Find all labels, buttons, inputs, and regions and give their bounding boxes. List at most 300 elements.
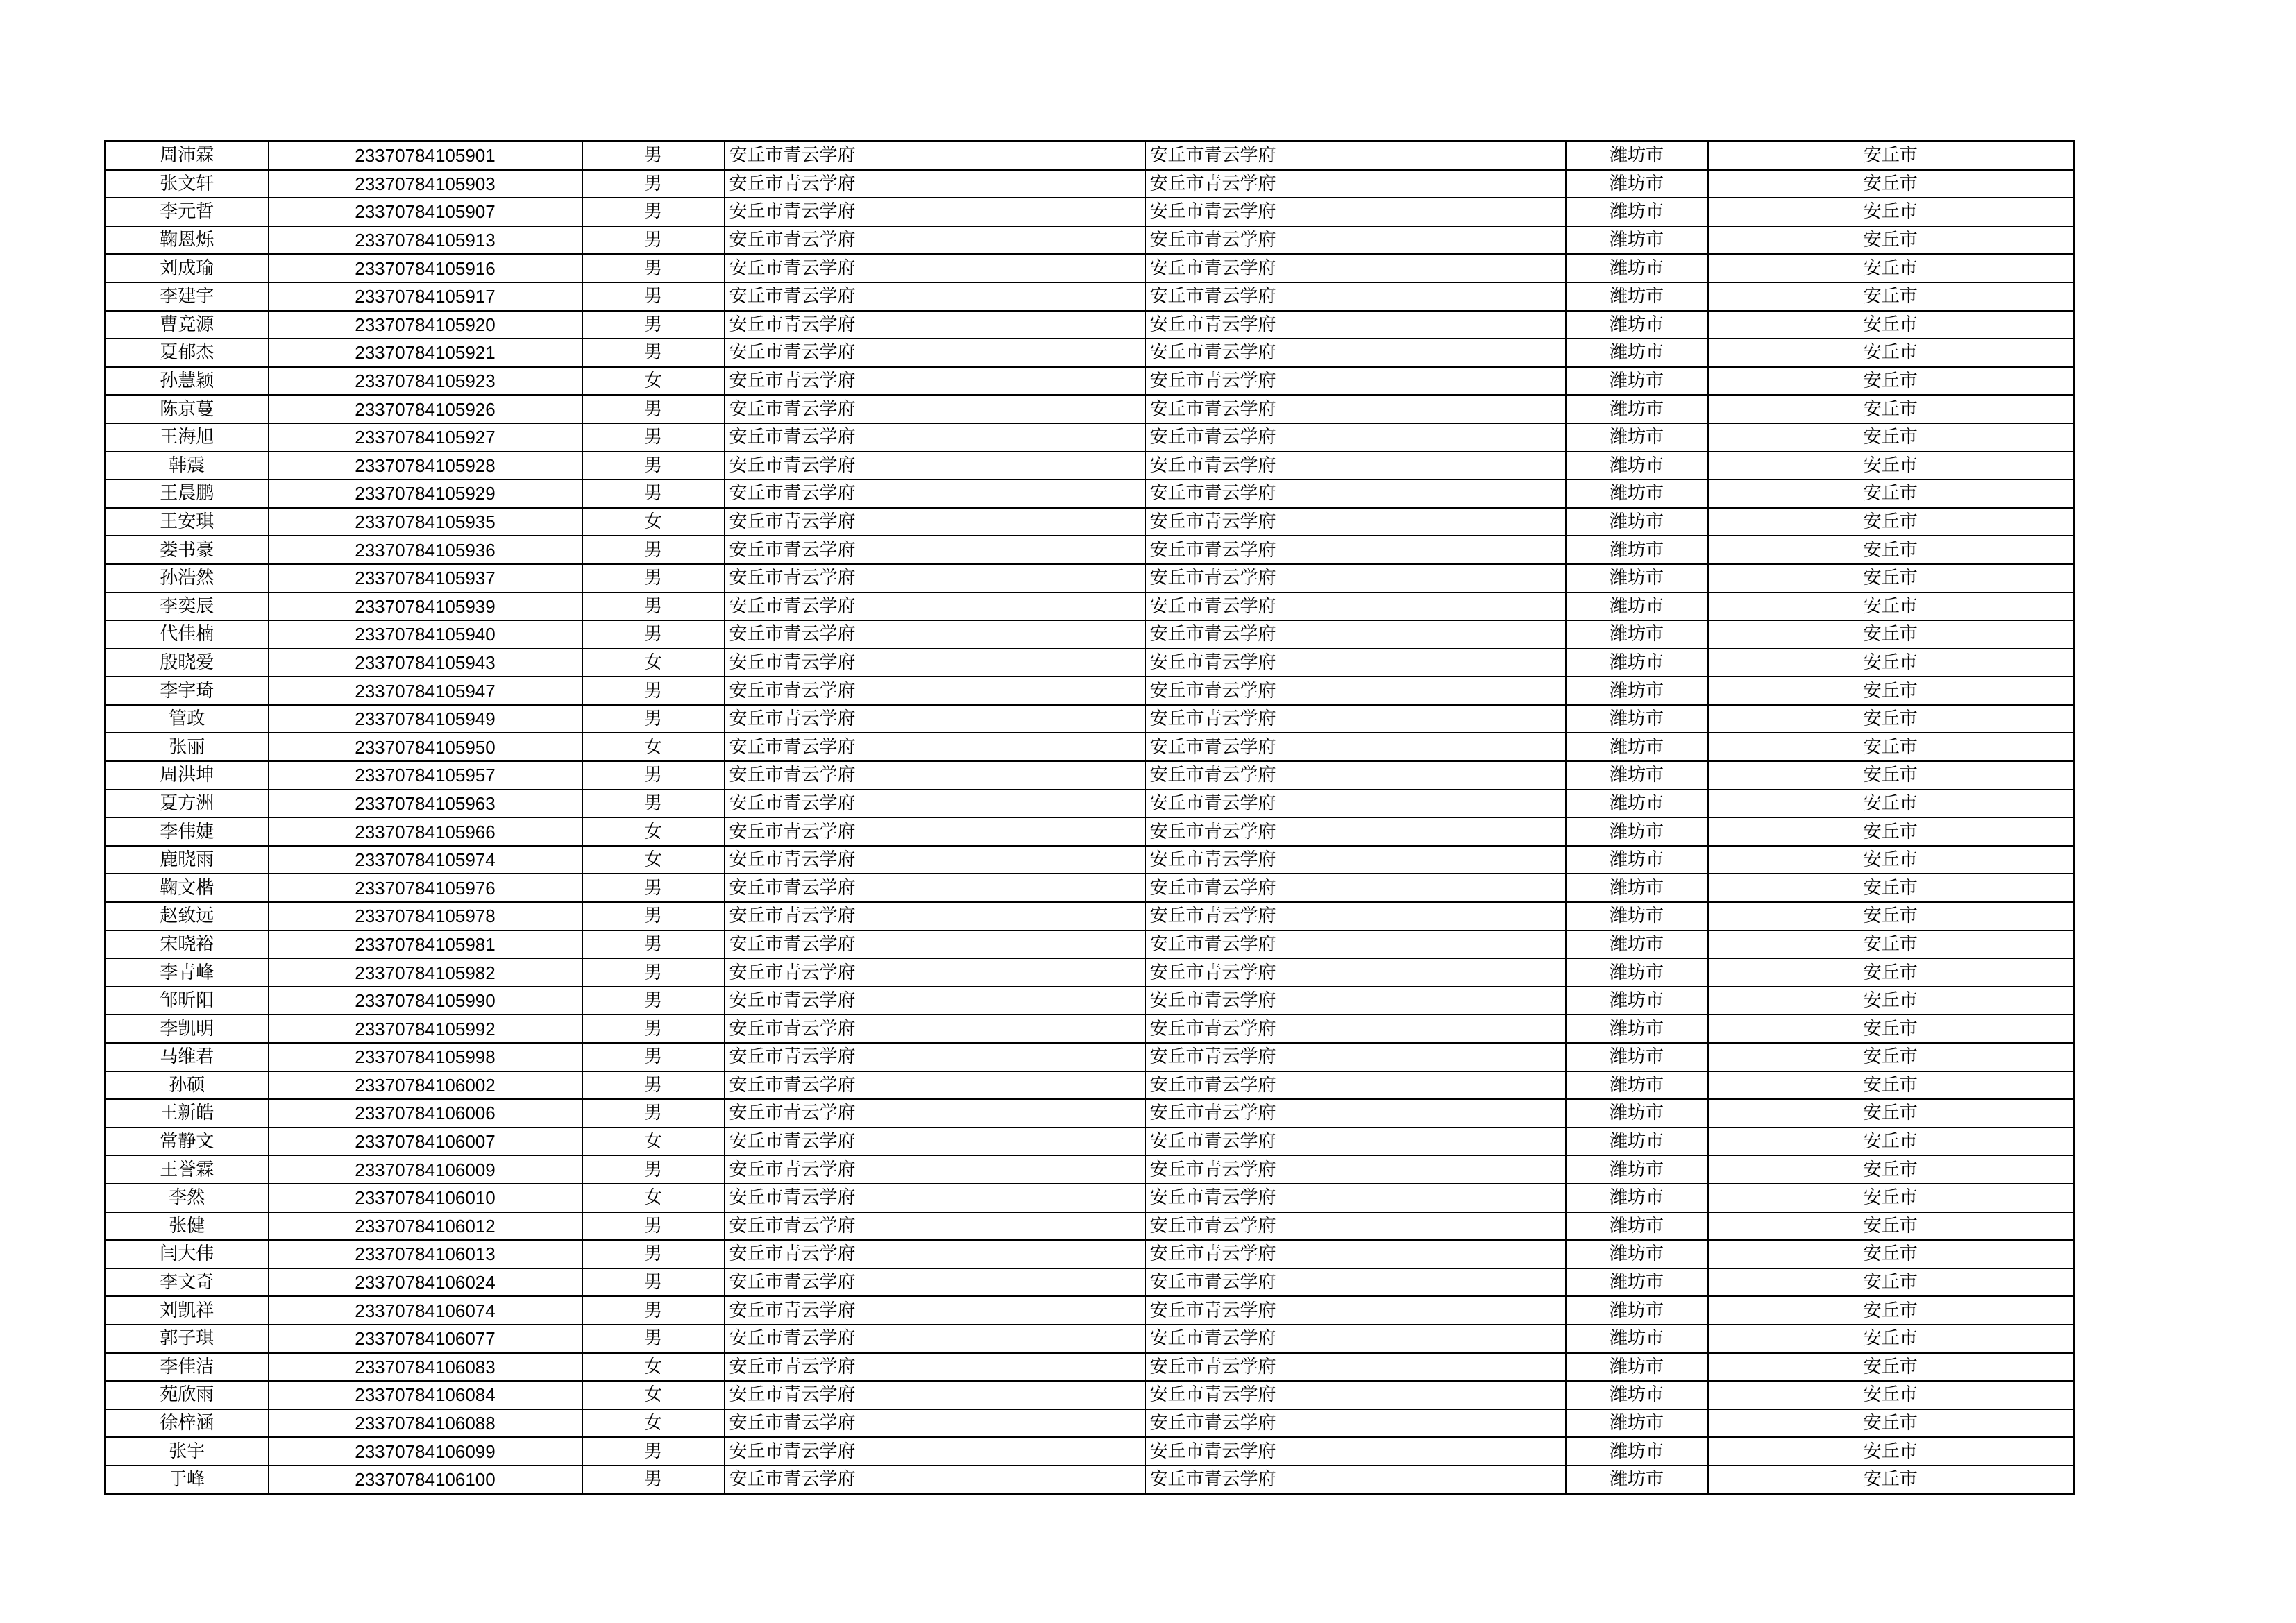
exam-number-cell: 23370784105998 <box>269 1043 582 1071</box>
school-cell: 安丘市青云学府 <box>725 198 1145 226</box>
school-cell: 安丘市青云学府 <box>725 1381 1145 1409</box>
school-cell: 安丘市青云学府 <box>725 958 1145 987</box>
county-cell: 安丘市 <box>1708 226 2074 255</box>
gender-cell: 男 <box>582 677 725 705</box>
roster-table <box>104 140 2075 1495</box>
exam-number-cell: 23370784105907 <box>269 198 582 226</box>
exam-number-cell: 23370784105935 <box>269 508 582 536</box>
student-name-cell: 夏郁杰 <box>105 339 269 367</box>
student-name-cell: 徐梓涵 <box>105 1409 269 1438</box>
school-cell: 安丘市青云学府 <box>725 226 1145 255</box>
table-row <box>105 817 2074 846</box>
school-cell: 安丘市青云学府 <box>725 170 1145 198</box>
exam-number-cell: 23370784105957 <box>269 761 582 790</box>
gender-cell: 女 <box>582 1381 725 1409</box>
exam-site-cell: 安丘市青云学府 <box>1145 1155 1566 1184</box>
student-name-cell: 李伟婕 <box>105 817 269 846</box>
exam-number-cell: 23370784105920 <box>269 311 582 339</box>
gender-cell: 女 <box>582 1128 725 1156</box>
gender-cell: 男 <box>582 198 725 226</box>
county-cell: 安丘市 <box>1708 1353 2074 1382</box>
school-cell: 安丘市青云学府 <box>725 677 1145 705</box>
gender-cell: 男 <box>582 254 725 282</box>
gender-cell: 男 <box>582 958 725 987</box>
city-cell: 潍坊市 <box>1566 367 1708 396</box>
exam-site-cell: 安丘市青云学府 <box>1145 677 1566 705</box>
city-cell: 潍坊市 <box>1566 593 1708 621</box>
table-row <box>105 874 2074 902</box>
school-cell: 安丘市青云学府 <box>725 931 1145 959</box>
school-cell: 安丘市青云学府 <box>725 733 1145 761</box>
city-cell: 潍坊市 <box>1566 1155 1708 1184</box>
exam-site-cell: 安丘市青云学府 <box>1145 1014 1566 1043</box>
school-cell: 安丘市青云学府 <box>725 367 1145 396</box>
student-name-cell: 李佳洁 <box>105 1353 269 1382</box>
gender-cell: 女 <box>582 367 725 396</box>
table-row <box>105 508 2074 536</box>
gender-cell: 男 <box>582 536 725 564</box>
county-cell: 安丘市 <box>1708 1465 2074 1494</box>
table-row <box>105 1155 2074 1184</box>
gender-cell: 男 <box>582 1268 725 1297</box>
table-row <box>105 536 2074 564</box>
table-row <box>105 452 2074 480</box>
student-name-cell: 周沛霖 <box>105 142 269 170</box>
gender-cell: 男 <box>582 142 725 170</box>
table-row <box>105 1240 2074 1268</box>
county-cell: 安丘市 <box>1708 1409 2074 1438</box>
gender-cell: 男 <box>582 1296 725 1325</box>
student-name-cell: 王安琪 <box>105 508 269 536</box>
city-cell: 潍坊市 <box>1566 620 1708 649</box>
table-row <box>105 705 2074 733</box>
school-cell: 安丘市青云学府 <box>725 1465 1145 1494</box>
student-name-cell: 赵致远 <box>105 902 269 931</box>
student-name-cell: 孙硕 <box>105 1071 269 1100</box>
gender-cell: 女 <box>582 1409 725 1438</box>
exam-number-cell: 23370784105939 <box>269 593 582 621</box>
county-cell: 安丘市 <box>1708 1296 2074 1325</box>
exam-site-cell: 安丘市青云学府 <box>1145 198 1566 226</box>
city-cell: 潍坊市 <box>1566 790 1708 818</box>
table-row <box>105 339 2074 367</box>
table-row <box>105 1437 2074 1465</box>
county-cell: 安丘市 <box>1708 1240 2074 1268</box>
school-cell: 安丘市青云学府 <box>725 142 1145 170</box>
gender-cell: 男 <box>582 1071 725 1100</box>
school-cell: 安丘市青云学府 <box>725 339 1145 367</box>
student-name-cell: 王誉霖 <box>105 1155 269 1184</box>
city-cell: 潍坊市 <box>1566 311 1708 339</box>
county-cell: 安丘市 <box>1708 452 2074 480</box>
student-name-cell: 刘凯祥 <box>105 1296 269 1325</box>
county-cell: 安丘市 <box>1708 536 2074 564</box>
county-cell: 安丘市 <box>1708 790 2074 818</box>
school-cell: 安丘市青云学府 <box>725 1212 1145 1241</box>
student-name-cell: 马维君 <box>105 1043 269 1071</box>
table-row <box>105 395 2074 423</box>
school-cell: 安丘市青云学府 <box>725 1155 1145 1184</box>
city-cell: 潍坊市 <box>1566 226 1708 255</box>
city-cell: 潍坊市 <box>1566 395 1708 423</box>
gender-cell: 男 <box>582 1325 725 1353</box>
city-cell: 潍坊市 <box>1566 1465 1708 1494</box>
student-name-cell: 李文奇 <box>105 1268 269 1297</box>
student-name-cell: 苑欣雨 <box>105 1381 269 1409</box>
county-cell: 安丘市 <box>1708 339 2074 367</box>
exam-number-cell: 23370784105978 <box>269 902 582 931</box>
table-row <box>105 170 2074 198</box>
student-name-cell: 王新皓 <box>105 1099 269 1128</box>
city-cell: 潍坊市 <box>1566 874 1708 902</box>
table-row <box>105 761 2074 790</box>
gender-cell: 男 <box>582 1099 725 1128</box>
school-cell: 安丘市青云学府 <box>725 790 1145 818</box>
student-name-cell: 孙慧颖 <box>105 367 269 396</box>
county-cell: 安丘市 <box>1708 931 2074 959</box>
gender-cell: 男 <box>582 593 725 621</box>
county-cell: 安丘市 <box>1708 846 2074 874</box>
table-row <box>105 733 2074 761</box>
table-row <box>105 1381 2074 1409</box>
exam-number-cell: 23370784105940 <box>269 620 582 649</box>
exam-site-cell: 安丘市青云学府 <box>1145 536 1566 564</box>
exam-site-cell: 安丘市青云学府 <box>1145 902 1566 931</box>
gender-cell: 女 <box>582 846 725 874</box>
student-name-cell: 鞠恩烁 <box>105 226 269 255</box>
table-row <box>105 958 2074 987</box>
student-name-cell: 曹竞源 <box>105 311 269 339</box>
city-cell: 潍坊市 <box>1566 733 1708 761</box>
gender-cell: 男 <box>582 705 725 733</box>
city-cell: 潍坊市 <box>1566 1381 1708 1409</box>
city-cell: 潍坊市 <box>1566 1071 1708 1100</box>
student-name-cell: 李青峰 <box>105 958 269 987</box>
exam-number-cell: 23370784106099 <box>269 1437 582 1465</box>
city-cell: 潍坊市 <box>1566 254 1708 282</box>
student-name-cell: 邹昕阳 <box>105 987 269 1015</box>
city-cell: 潍坊市 <box>1566 846 1708 874</box>
exam-number-cell: 23370784105901 <box>269 142 582 170</box>
exam-site-cell: 安丘市青云学府 <box>1145 170 1566 198</box>
city-cell: 潍坊市 <box>1566 1043 1708 1071</box>
exam-site-cell: 安丘市青云学府 <box>1145 593 1566 621</box>
gender-cell: 男 <box>582 790 725 818</box>
city-cell: 潍坊市 <box>1566 1014 1708 1043</box>
county-cell: 安丘市 <box>1708 1325 2074 1353</box>
exam-site-cell: 安丘市青云学府 <box>1145 1184 1566 1212</box>
gender-cell: 男 <box>582 564 725 593</box>
exam-site-cell: 安丘市青云学府 <box>1145 817 1566 846</box>
city-cell: 潍坊市 <box>1566 705 1708 733</box>
student-name-cell: 张健 <box>105 1212 269 1241</box>
exam-number-cell: 23370784106002 <box>269 1071 582 1100</box>
exam-site-cell: 安丘市青云学府 <box>1145 874 1566 902</box>
gender-cell: 女 <box>582 817 725 846</box>
student-name-cell: 殷晓爱 <box>105 649 269 677</box>
exam-site-cell: 安丘市青云学府 <box>1145 282 1566 311</box>
city-cell: 潍坊市 <box>1566 1212 1708 1241</box>
county-cell: 安丘市 <box>1708 620 2074 649</box>
student-name-cell: 李然 <box>105 1184 269 1212</box>
exam-site-cell: 安丘市青云学府 <box>1145 1296 1566 1325</box>
student-name-cell: 张文轩 <box>105 170 269 198</box>
exam-number-cell: 23370784106012 <box>269 1212 582 1241</box>
school-cell: 安丘市青云学府 <box>725 311 1145 339</box>
gender-cell: 男 <box>582 620 725 649</box>
county-cell: 安丘市 <box>1708 564 2074 593</box>
roster-body <box>105 142 2074 1495</box>
city-cell: 潍坊市 <box>1566 479 1708 508</box>
gender-cell: 女 <box>582 1184 725 1212</box>
county-cell: 安丘市 <box>1708 479 2074 508</box>
table-row <box>105 564 2074 593</box>
student-name-cell: 周洪坤 <box>105 761 269 790</box>
city-cell: 潍坊市 <box>1566 677 1708 705</box>
student-name-cell: 刘成瑜 <box>105 254 269 282</box>
exam-number-cell: 23370784106074 <box>269 1296 582 1325</box>
student-name-cell: 常静文 <box>105 1128 269 1156</box>
school-cell: 安丘市青云学府 <box>725 508 1145 536</box>
county-cell: 安丘市 <box>1708 1381 2074 1409</box>
city-cell: 潍坊市 <box>1566 564 1708 593</box>
gender-cell: 男 <box>582 479 725 508</box>
table-row <box>105 226 2074 255</box>
gender-cell: 男 <box>582 1212 725 1241</box>
school-cell: 安丘市青云学府 <box>725 536 1145 564</box>
school-cell: 安丘市青云学府 <box>725 1071 1145 1100</box>
county-cell: 安丘市 <box>1708 1099 2074 1128</box>
table-row <box>105 987 2074 1015</box>
city-cell: 潍坊市 <box>1566 1437 1708 1465</box>
table-row <box>105 1409 2074 1438</box>
exam-number-cell: 23370784106024 <box>269 1268 582 1297</box>
student-name-cell: 李凯明 <box>105 1014 269 1043</box>
table-row <box>105 367 2074 396</box>
exam-number-cell: 23370784105923 <box>269 367 582 396</box>
student-name-cell: 鞠文楷 <box>105 874 269 902</box>
table-row <box>105 1212 2074 1241</box>
exam-site-cell: 安丘市青云学府 <box>1145 1409 1566 1438</box>
exam-number-cell: 23370784106007 <box>269 1128 582 1156</box>
county-cell: 安丘市 <box>1708 958 2074 987</box>
exam-site-cell: 安丘市青云学府 <box>1145 1212 1566 1241</box>
county-cell: 安丘市 <box>1708 311 2074 339</box>
exam-number-cell: 23370784105928 <box>269 452 582 480</box>
exam-number-cell: 23370784105903 <box>269 170 582 198</box>
exam-site-cell: 安丘市青云学府 <box>1145 395 1566 423</box>
table-row <box>105 846 2074 874</box>
exam-number-cell: 23370784105927 <box>269 423 582 452</box>
exam-number-cell: 23370784105916 <box>269 254 582 282</box>
county-cell: 安丘市 <box>1708 1184 2074 1212</box>
school-cell: 安丘市青云学府 <box>725 564 1145 593</box>
city-cell: 潍坊市 <box>1566 1409 1708 1438</box>
student-name-cell: 张宇 <box>105 1437 269 1465</box>
county-cell: 安丘市 <box>1708 142 2074 170</box>
exam-number-cell: 23370784105921 <box>269 339 582 367</box>
county-cell: 安丘市 <box>1708 1043 2074 1071</box>
gender-cell: 男 <box>582 452 725 480</box>
gender-cell: 女 <box>582 733 725 761</box>
exam-number-cell: 23370784105947 <box>269 677 582 705</box>
exam-site-cell: 安丘市青云学府 <box>1145 733 1566 761</box>
school-cell: 安丘市青云学府 <box>725 452 1145 480</box>
table-row <box>105 649 2074 677</box>
county-cell: 安丘市 <box>1708 198 2074 226</box>
table-row <box>105 1325 2074 1353</box>
county-cell: 安丘市 <box>1708 733 2074 761</box>
county-cell: 安丘市 <box>1708 367 2074 396</box>
city-cell: 潍坊市 <box>1566 958 1708 987</box>
table-row <box>105 254 2074 282</box>
exam-number-cell: 23370784105950 <box>269 733 582 761</box>
county-cell: 安丘市 <box>1708 1014 2074 1043</box>
exam-site-cell: 安丘市青云学府 <box>1145 1353 1566 1382</box>
exam-site-cell: 安丘市青云学府 <box>1145 1071 1566 1100</box>
exam-number-cell: 23370784106088 <box>269 1409 582 1438</box>
exam-number-cell: 23370784105963 <box>269 790 582 818</box>
student-name-cell: 张丽 <box>105 733 269 761</box>
city-cell: 潍坊市 <box>1566 170 1708 198</box>
gender-cell: 男 <box>582 1155 725 1184</box>
exam-site-cell: 安丘市青云学府 <box>1145 1240 1566 1268</box>
city-cell: 潍坊市 <box>1566 1240 1708 1268</box>
city-cell: 潍坊市 <box>1566 931 1708 959</box>
school-cell: 安丘市青云学府 <box>725 1240 1145 1268</box>
county-cell: 安丘市 <box>1708 423 2074 452</box>
exam-site-cell: 安丘市青云学府 <box>1145 339 1566 367</box>
gender-cell: 男 <box>582 1014 725 1043</box>
table-row <box>105 790 2074 818</box>
school-cell: 安丘市青云学府 <box>725 1353 1145 1382</box>
exam-site-cell: 安丘市青云学府 <box>1145 452 1566 480</box>
gender-cell: 男 <box>582 339 725 367</box>
table-row <box>105 311 2074 339</box>
student-name-cell: 于峰 <box>105 1465 269 1494</box>
school-cell: 安丘市青云学府 <box>725 620 1145 649</box>
county-cell: 安丘市 <box>1708 254 2074 282</box>
county-cell: 安丘市 <box>1708 395 2074 423</box>
table-row <box>105 1353 2074 1382</box>
gender-cell: 男 <box>582 311 725 339</box>
school-cell: 安丘市青云学府 <box>725 1437 1145 1465</box>
gender-cell: 男 <box>582 931 725 959</box>
exam-site-cell: 安丘市青云学府 <box>1145 1381 1566 1409</box>
exam-site-cell: 安丘市青云学府 <box>1145 311 1566 339</box>
exam-site-cell: 安丘市青云学府 <box>1145 1099 1566 1128</box>
exam-site-cell: 安丘市青云学府 <box>1145 508 1566 536</box>
school-cell: 安丘市青云学府 <box>725 846 1145 874</box>
gender-cell: 男 <box>582 1465 725 1494</box>
county-cell: 安丘市 <box>1708 677 2074 705</box>
exam-site-cell: 安丘市青云学府 <box>1145 790 1566 818</box>
exam-site-cell: 安丘市青云学府 <box>1145 1128 1566 1156</box>
city-cell: 潍坊市 <box>1566 987 1708 1015</box>
exam-number-cell: 23370784105937 <box>269 564 582 593</box>
exam-number-cell: 23370784105936 <box>269 536 582 564</box>
exam-number-cell: 23370784106013 <box>269 1240 582 1268</box>
student-name-cell: 代佳楠 <box>105 620 269 649</box>
table-row <box>105 1099 2074 1128</box>
school-cell: 安丘市青云学府 <box>725 1099 1145 1128</box>
county-cell: 安丘市 <box>1708 987 2074 1015</box>
city-cell: 潍坊市 <box>1566 1099 1708 1128</box>
student-name-cell: 李奕辰 <box>105 593 269 621</box>
school-cell: 安丘市青云学府 <box>725 1409 1145 1438</box>
school-cell: 安丘市青云学府 <box>725 1014 1145 1043</box>
exam-number-cell: 23370784105992 <box>269 1014 582 1043</box>
student-name-cell: 管政 <box>105 705 269 733</box>
gender-cell: 男 <box>582 902 725 931</box>
exam-site-cell: 安丘市青云学府 <box>1145 479 1566 508</box>
table-row <box>105 1014 2074 1043</box>
table-row <box>105 1128 2074 1156</box>
school-cell: 安丘市青云学府 <box>725 817 1145 846</box>
exam-site-cell: 安丘市青云学府 <box>1145 367 1566 396</box>
city-cell: 潍坊市 <box>1566 1128 1708 1156</box>
exam-site-cell: 安丘市青云学府 <box>1145 958 1566 987</box>
gender-cell: 男 <box>582 423 725 452</box>
exam-number-cell: 23370784106010 <box>269 1184 582 1212</box>
gender-cell: 男 <box>582 1240 725 1268</box>
table-row <box>105 198 2074 226</box>
exam-number-cell: 23370784106077 <box>269 1325 582 1353</box>
exam-number-cell: 23370784106006 <box>269 1099 582 1128</box>
county-cell: 安丘市 <box>1708 1212 2074 1241</box>
student-name-cell: 韩震 <box>105 452 269 480</box>
exam-site-cell: 安丘市青云学府 <box>1145 761 1566 790</box>
county-cell: 安丘市 <box>1708 593 2074 621</box>
student-name-cell: 孙浩然 <box>105 564 269 593</box>
exam-site-cell: 安丘市青云学府 <box>1145 705 1566 733</box>
city-cell: 潍坊市 <box>1566 1353 1708 1382</box>
gender-cell: 男 <box>582 761 725 790</box>
exam-site-cell: 安丘市青云学府 <box>1145 1043 1566 1071</box>
exam-number-cell: 23370784105949 <box>269 705 582 733</box>
exam-site-cell: 安丘市青云学府 <box>1145 649 1566 677</box>
student-name-cell: 娄书豪 <box>105 536 269 564</box>
city-cell: 潍坊市 <box>1566 902 1708 931</box>
county-cell: 安丘市 <box>1708 282 2074 311</box>
exam-number-cell: 23370784105966 <box>269 817 582 846</box>
school-cell: 安丘市青云学府 <box>725 1296 1145 1325</box>
county-cell: 安丘市 <box>1708 170 2074 198</box>
school-cell: 安丘市青云学府 <box>725 705 1145 733</box>
table-row <box>105 1184 2074 1212</box>
exam-site-cell: 安丘市青云学府 <box>1145 620 1566 649</box>
school-cell: 安丘市青云学府 <box>725 1268 1145 1297</box>
county-cell: 安丘市 <box>1708 1128 2074 1156</box>
exam-site-cell: 安丘市青云学府 <box>1145 142 1566 170</box>
exam-number-cell: 23370784106084 <box>269 1381 582 1409</box>
school-cell: 安丘市青云学府 <box>725 902 1145 931</box>
exam-site-cell: 安丘市青云学府 <box>1145 226 1566 255</box>
table-row <box>105 142 2074 170</box>
exam-site-cell: 安丘市青云学府 <box>1145 846 1566 874</box>
school-cell: 安丘市青云学府 <box>725 395 1145 423</box>
gender-cell: 男 <box>582 282 725 311</box>
gender-cell: 女 <box>582 649 725 677</box>
exam-number-cell: 23370784105981 <box>269 931 582 959</box>
table-row <box>105 1071 2074 1100</box>
student-name-cell: 夏方洲 <box>105 790 269 818</box>
school-cell: 安丘市青云学府 <box>725 874 1145 902</box>
exam-number-cell: 23370784105917 <box>269 282 582 311</box>
student-name-cell: 李建宇 <box>105 282 269 311</box>
exam-site-cell: 安丘市青云学府 <box>1145 254 1566 282</box>
table-row <box>105 1043 2074 1071</box>
